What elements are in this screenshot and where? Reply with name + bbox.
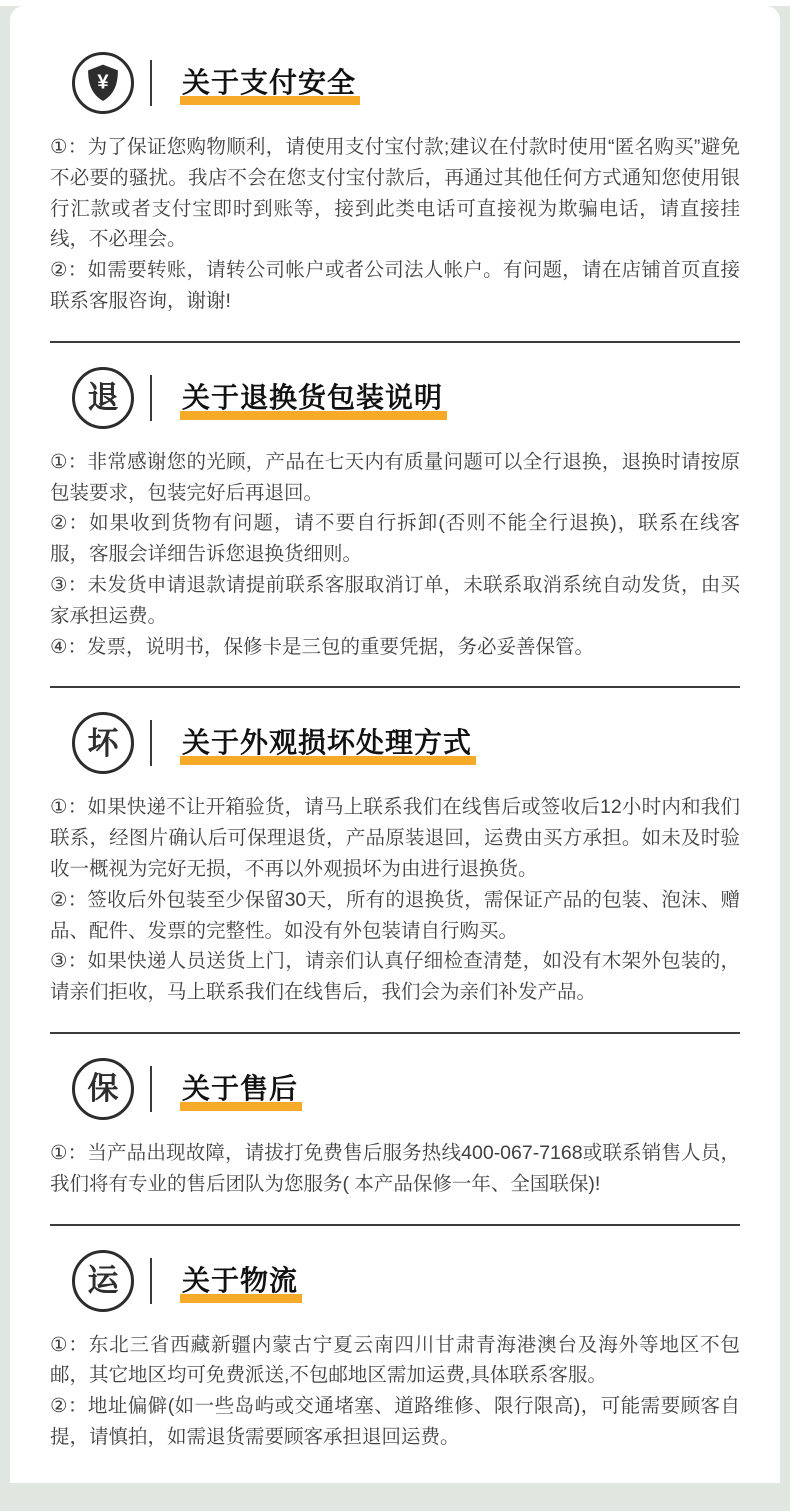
- section-title: 关于退换货包装说明: [180, 376, 447, 420]
- icon-glyph: 保: [87, 1071, 119, 1107]
- section-damage-handling: [50, 710, 740, 1008]
- section-payment-security: [50, 50, 740, 317]
- section-divider: [50, 1032, 740, 1034]
- section-header: [50, 50, 740, 116]
- return-circle-icon: [72, 367, 134, 429]
- header-rule: [150, 720, 152, 766]
- paragraph: ④：发票，说明书，保修卡是三包的重要凭据，务必妥善保管。: [50, 635, 594, 658]
- paragraph: ②：如需要转账，请转公司帐户或者公司法人帐户。有问题，请在店铺首页直接联系客服咨询，谢谢!: [50, 259, 740, 312]
- shield-yen-icon: [72, 52, 134, 114]
- header-rule: [150, 1066, 152, 1112]
- section-title: 关于支付安全: [180, 61, 360, 105]
- section-return-packaging: [50, 365, 740, 663]
- section-title: 关于外观损坏处理方式: [180, 721, 476, 765]
- section-header: [50, 710, 740, 776]
- section-body: [50, 132, 740, 317]
- info-card: [10, 6, 780, 1483]
- paragraph: ①：为了保证您购物顺利，请使用支付宝付款;建议在付款时使用“匿名购买”避免不必要的骚扰。我店不会在您支付宝付款后，再通过其他任何方式通知您使用银行汇款或者支付宝即时到账等，接到此类电话可直接视为欺骗电话，请直接挂线，不必理会。: [50, 136, 740, 251]
- section-body: [50, 792, 740, 1008]
- section-after-sales: [50, 1056, 740, 1200]
- paragraph: ②：签收后外包装至少保留30天，所有的退换货，需保证产品的包装、泡沫、赠品、配件、发票的完整性。如没有外包装请自行购买。: [50, 888, 740, 942]
- section-body: [50, 1138, 740, 1200]
- damage-circle-icon: [72, 712, 134, 774]
- paragraph: ③：未发货申请退款请提前联系客服取消订单，未联系取消系统自动发货，由买家承担运费。: [50, 573, 740, 627]
- section-title: 关于售后: [180, 1067, 302, 1111]
- paragraph: ①：当产品出现故障，请拔打免费售后服务热线400-067-7168或联系销售人员，我们将有专业的售后团队为您服务( 本产品保修一年、全国联保)!: [50, 1141, 740, 1195]
- paragraph: ②：地址偏僻(如一些岛屿或交通堵塞、道路维修、限行限高)，可能需要顾客自提，请慎拍，如需退货需要顾客承担退回运费。: [50, 1395, 740, 1448]
- paragraph: ②：如果收到货物有问题，请不要自行拆卸(否则不能全行退换)，联系在线客服，客服会详细告诉您退换货细则。: [50, 512, 740, 566]
- icon-glyph: 退: [87, 380, 119, 416]
- paragraph: ①：如果快递不让开箱验货，请马上联系我们在线售后或签收后12小时内和我们联系，经图片确认后可保理退货，产品原装退回，运费由买方承担。如未及时验收一概视为完好无损，不再以外观损坏为由进行退换货。: [50, 796, 740, 880]
- section-logistics: [50, 1248, 740, 1453]
- section-header: [50, 1056, 740, 1122]
- warranty-circle-icon: [72, 1058, 134, 1120]
- paragraph: ③：如果快递人员送货上门，请亲们认真仔细检查清楚，如没有木架外包装的，请亲们拒收，马上联系我们在线售后，我们会为亲们补发产品。: [50, 950, 740, 1004]
- header-rule: [150, 60, 152, 106]
- svg-text:¥: ¥: [97, 71, 109, 94]
- icon-glyph: 运: [87, 1263, 119, 1299]
- header-rule: [150, 1258, 152, 1304]
- icon-glyph: 坏: [87, 725, 119, 761]
- section-body: [50, 447, 740, 663]
- paragraph: ①：东北三省西藏新疆内蒙古宁夏云南四川甘肃青海港澳台及海外等地区不包邮，其它地区均可免费派送,不包邮地区需加运费,具体联系客服。: [50, 1333, 740, 1387]
- section-title: 关于物流: [180, 1259, 302, 1303]
- section-header: [50, 1248, 740, 1314]
- section-divider: [50, 686, 740, 688]
- header-rule: [150, 375, 152, 421]
- paragraph: ①：非常感谢您的光顾，产品在七天内有质量问题可以全行退换，退换时请按原包装要求，包装完好后再退回。: [50, 450, 740, 504]
- section-header: [50, 365, 740, 431]
- section-divider: [50, 341, 740, 343]
- shipping-circle-icon: [72, 1250, 134, 1312]
- section-divider: [50, 1224, 740, 1226]
- section-body: [50, 1330, 740, 1453]
